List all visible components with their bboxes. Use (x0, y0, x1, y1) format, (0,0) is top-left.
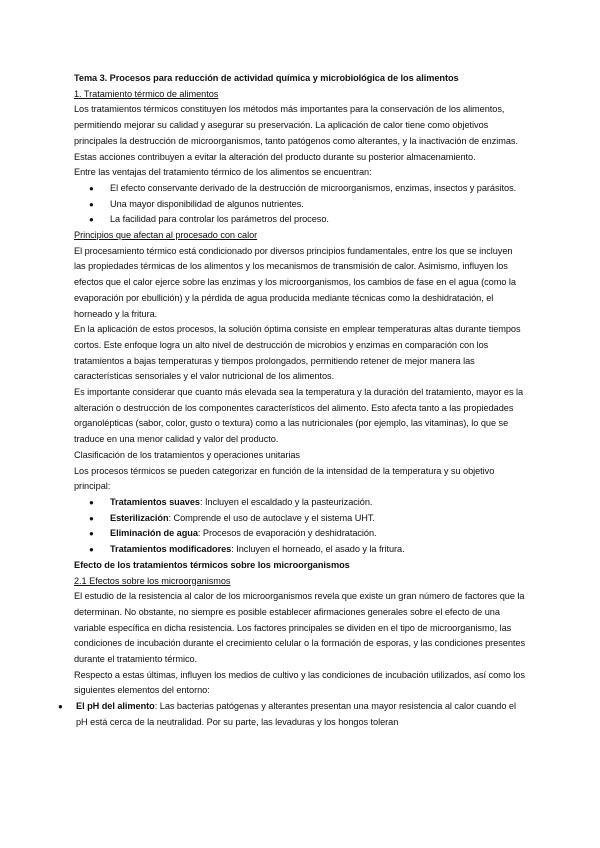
bullet-icon: ● (89, 183, 94, 193)
list-item: ● Eliminación de agua: Procesos de evaporación y deshidratación. (74, 526, 526, 542)
section-heading-clasificacion: Clasificación de los tratamientos y operaciones unitarias (74, 449, 300, 460)
paragraph-ventajas-intro: Entre las ventajas del tratamiento térmico de los alimentos se encuentran: (74, 167, 372, 178)
paragraph-solucion-optima: En la aplicación de estos procesos, la solución óptima consiste en emplear temperaturas altas durante tiempos cortos. Este enfoque logra un alto nivel de destrucción de microbios y enzimas en comparación con los tratamientos a bajas temperaturas y tiempos prolongados, permitiendo retener de mejor manera las características sensoriales y el valor nutricional de los alimentos. (74, 324, 521, 382)
section-heading-principios: Principios que afectan al procesado con calor (74, 230, 258, 241)
paragraph-intro: Los tratamientos térmicos constituyen los métodos más importantes para la conservación de los alimentos, permitiendo mejorar su calidad y asegurar su preservación. La aplicación de calor tiene como objetivos principales la destrucción de microorganismos, tanto patógenos como alterantes, y la inactivación de enzimas. Estas acciones contribuyen a evitar la alteración del producto durante su posterior almacenamiento. (74, 104, 518, 162)
paragraph-alteracion: Es importante considerar que cuanto más elevada sea la temperatura y la duración del tratamiento, mayor es la alteración o destrucción de los componentes característicos del alimento. Esto afecta tanto a las propiedades organolépticas (sabor, color, gusto o textura) como a las nutricionales (por ejemplo, las vitaminas), lo que se traduce en una menor calidad y valor del producto. (74, 387, 524, 445)
section-heading-efectos-microorganismos: 2.1 Efectos sobre los microorganismos (74, 575, 231, 586)
section-heading-efecto: Efecto de los tratamientos térmicos sobre los microorganismos (74, 559, 350, 570)
advantages-list (74, 181, 526, 228)
list-item: ● Esterilización: Comprende el uso de autoclave y el sistema UHT. (74, 511, 526, 527)
bullet-icon: ● (89, 215, 94, 225)
bullet-icon: ● (89, 529, 94, 539)
list-item: ● La facilidad para controlar los parámetros del proceso. (74, 212, 526, 228)
bullet-icon: ● (89, 513, 94, 523)
treatments-list (74, 495, 526, 558)
paragraph-principios: El procesamiento térmico está condicionado por diversos principios fundamentales, entre los que se incluyen las propiedades térmicas de los alimentos y los mecanismos de transmisión de calor. Asimismo, influyen los efectos que el calor ejerce sobre las enzimas y los microorganismos, los cambios de fase en el agua (como la evaporación por ebullición) y la pérdida de agua producida mediante técnicas como la deshidratación, el horneado y la fritura. (74, 245, 516, 319)
list-item: ● El pH del alimento: Las bacterias patógenas y alterantes presentan una mayor resistencia al calor cuando el pH está cerca de la neutralidad. Por su parte, las levaduras y los hongos toleran (58, 701, 516, 727)
document-title: Tema 3. Procesos para reducción de actividad química y microbiológica de los alimentos (74, 73, 459, 83)
bullet-icon: ● (89, 497, 94, 507)
section-heading-tratamiento-termico: 1. Tratamiento térmico de alimentos (74, 88, 219, 99)
bullet-icon: ● (89, 545, 94, 555)
list-item: ● Tratamientos suaves: Incluyen el escaldado y la pasteurización. (74, 495, 526, 511)
list-item: ● Una mayor disponibilidad de algunos nutrientes. (74, 197, 526, 213)
bullet-icon: ● (89, 199, 94, 209)
document-page (58, 71, 526, 731)
paragraph-categorias: Los procesos térmicos se pueden categorizar en función de la intensidad de la temperatura y su objetivo principal: (74, 465, 495, 492)
environment-list (58, 699, 526, 730)
list-item: ● Tratamientos modificadores: Incluyen el horneado, el asado y la fritura. (74, 542, 526, 558)
paragraph-resistencia: El estudio de la resistencia al calor de los microorganismos revela que existe un gran número de factores que la determinan. No obstante, no siempre es posible establecer afirmaciones generales sobre el efecto de una variable específica en dicha resistencia. Los factores principales se dividen en el tipo de microorganismo, las condiciones de incubación durante el crecimiento celular o la formación de esporas, y las condiciones presentes durante el tratamiento térmico. (74, 591, 526, 665)
list-item: ● El efecto conservante derivado de la destrucción de microorganismos, enzimas, insectos y parásitos. (74, 181, 526, 197)
bullet-icon: ● (58, 702, 63, 712)
paragraph-entorno: Respecto a estas últimas, influyen los medios de cultivo y las condiciones de incubación utilizados, así como los siguientes elementos del entorno: (74, 669, 525, 696)
